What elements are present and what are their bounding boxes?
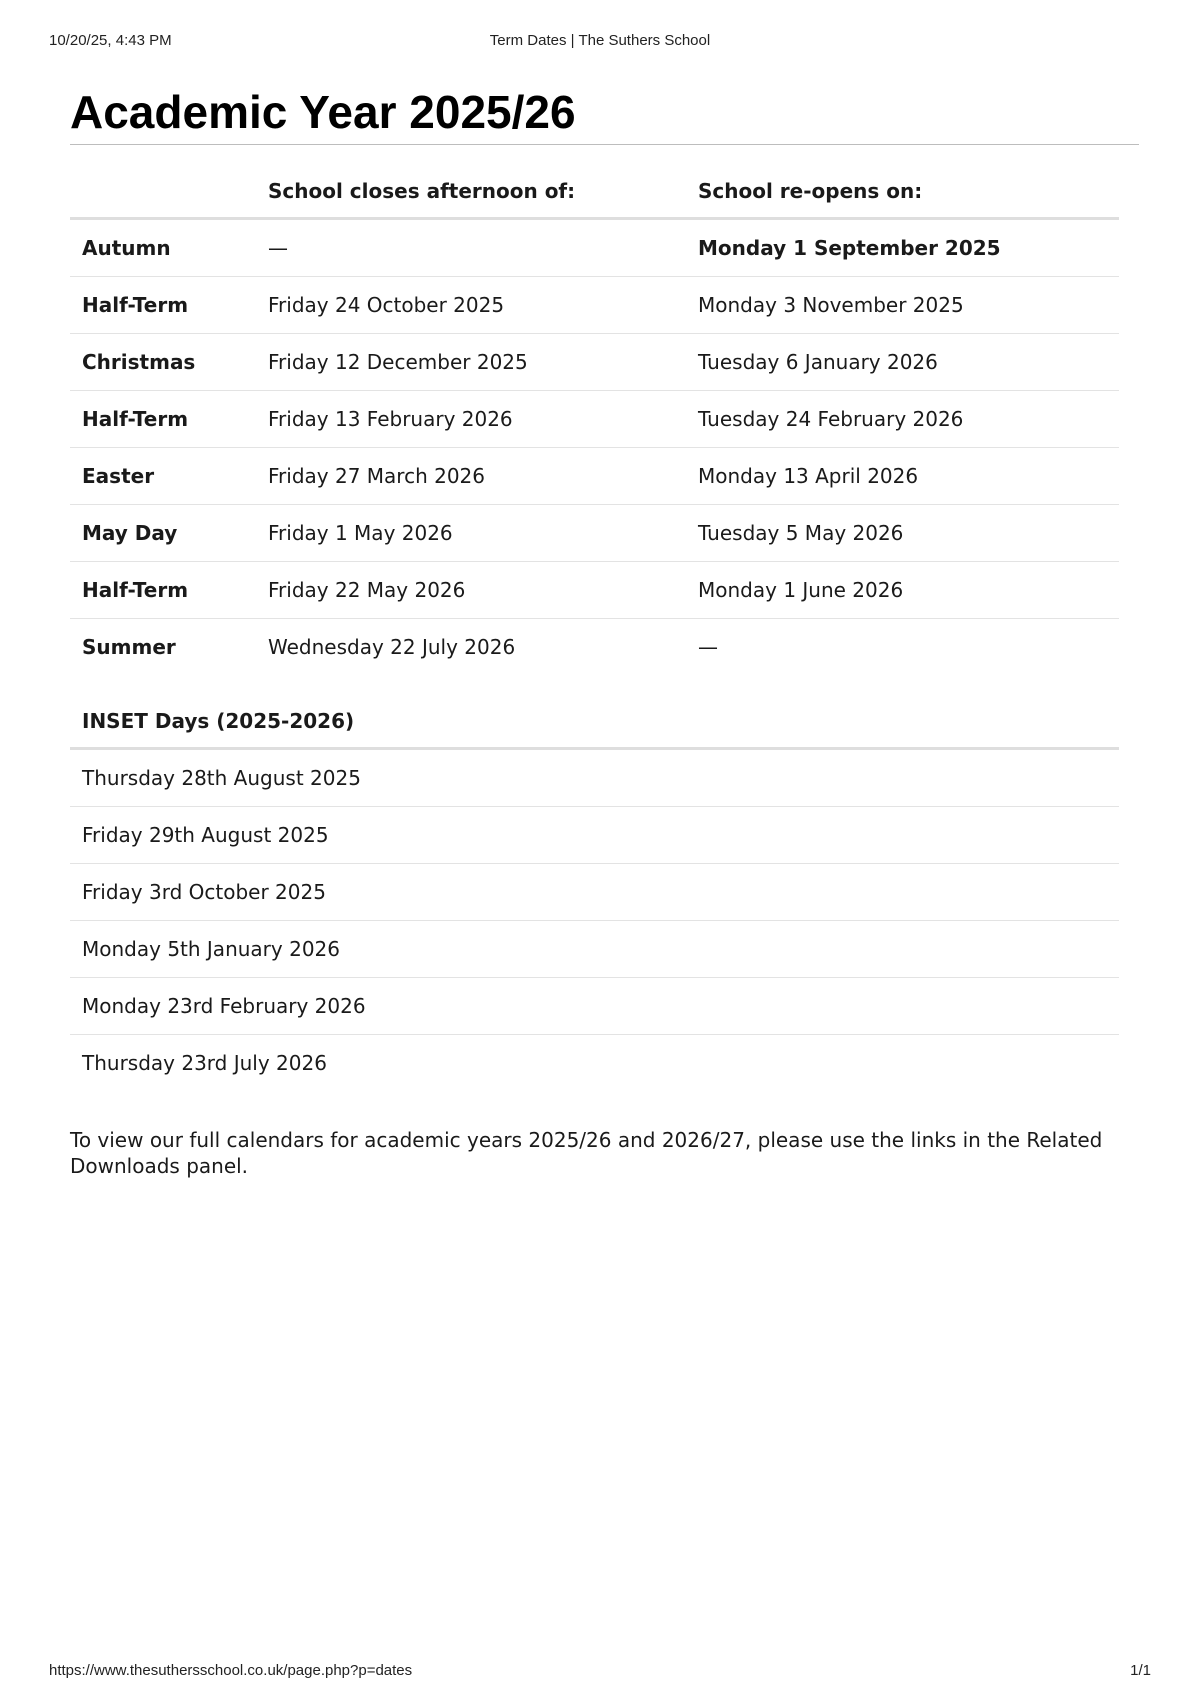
closes-date: —: [256, 219, 686, 277]
reopens-date: Tuesday 6 January 2026: [686, 334, 1119, 391]
term-column-header: [70, 165, 256, 219]
inset-days-table: [70, 695, 1119, 1091]
reopens-date: —: [698, 635, 718, 659]
table-row: [70, 864, 1119, 921]
term-name: Easter: [70, 448, 256, 505]
inset-day: Friday 3rd October 2025: [70, 864, 1119, 921]
table-row: [70, 219, 1119, 277]
closes-column-header: School closes afternoon of:: [256, 165, 686, 219]
term-name: Half-Term: [70, 391, 256, 448]
calendar-note: To view our full calendars for academic years 2025/26 and 2026/27, please use the links in the Related Downloads panel.: [70, 1128, 1103, 1178]
term-dates-header-row: [70, 165, 1119, 219]
inset-day: Friday 29th August 2025: [70, 807, 1119, 864]
reopens-date: Monday 1 June 2026: [686, 562, 1119, 619]
reopens-date: Monday 1 September 2025: [686, 219, 1119, 277]
table-row: [70, 448, 1119, 505]
inset-days-header: INSET Days (2025-2026): [70, 695, 1119, 749]
term-name: May Day: [70, 505, 256, 562]
page-heading: Academic Year 2025/26: [70, 84, 1139, 145]
table-row: [70, 334, 1119, 391]
inset-day: Thursday 28th August 2025: [70, 749, 1119, 807]
closes-date: Friday 24 October 2025: [256, 277, 686, 334]
table-row: [70, 391, 1119, 448]
table-row: [70, 978, 1119, 1035]
term-dates-table: [70, 165, 1119, 675]
reopens-date: Tuesday 5 May 2026: [686, 505, 1119, 562]
table-row: [70, 619, 1119, 676]
reopens-column-header: School re-opens on:: [686, 165, 1119, 219]
print-page-number: 1/1: [1130, 1662, 1151, 1679]
inset-day: Monday 23rd February 2026: [70, 978, 1119, 1035]
table-row: [70, 277, 1119, 334]
table-row: [70, 562, 1119, 619]
closes-date: Friday 1 May 2026: [256, 505, 686, 562]
term-name: Half-Term: [70, 562, 256, 619]
reopens-date: Monday 13 April 2026: [686, 448, 1119, 505]
reopens-date: Monday 3 November 2025: [686, 277, 1119, 334]
inset-header-row: [70, 695, 1119, 749]
closes-date: Wednesday 22 July 2026: [268, 635, 516, 659]
print-page-title: Term Dates | The Suthers School: [489, 32, 711, 49]
inset-day: Monday 5th January 2026: [70, 921, 1119, 978]
reopens-date: Tuesday 24 February 2026: [686, 391, 1119, 448]
closes-date: Friday 13 February 2026: [256, 391, 686, 448]
table-row: [70, 749, 1119, 807]
table-row: [70, 505, 1119, 562]
term-name: Summer: [82, 635, 176, 659]
main-content: [70, 84, 1139, 1179]
print-footer: [49, 1662, 1151, 1682]
print-header: [49, 32, 1151, 52]
closes-date: Friday 27 March 2026: [256, 448, 686, 505]
closes-date: Friday 12 December 2025: [256, 334, 686, 391]
closes-date: Friday 22 May 2026: [256, 562, 686, 619]
term-name: Half-Term: [70, 277, 256, 334]
print-url: https://www.thesuthersschool.co.uk/page.php?p=dates: [49, 1662, 413, 1679]
print-datetime: 10/20/25, 4:43 PM: [49, 32, 172, 49]
table-row: [70, 1035, 1119, 1092]
inset-day: Thursday 23rd July 2026: [82, 1051, 327, 1075]
table-row: [70, 807, 1119, 864]
table-row: [70, 921, 1119, 978]
term-name: Christmas: [70, 334, 256, 391]
term-name: Autumn: [70, 219, 256, 277]
